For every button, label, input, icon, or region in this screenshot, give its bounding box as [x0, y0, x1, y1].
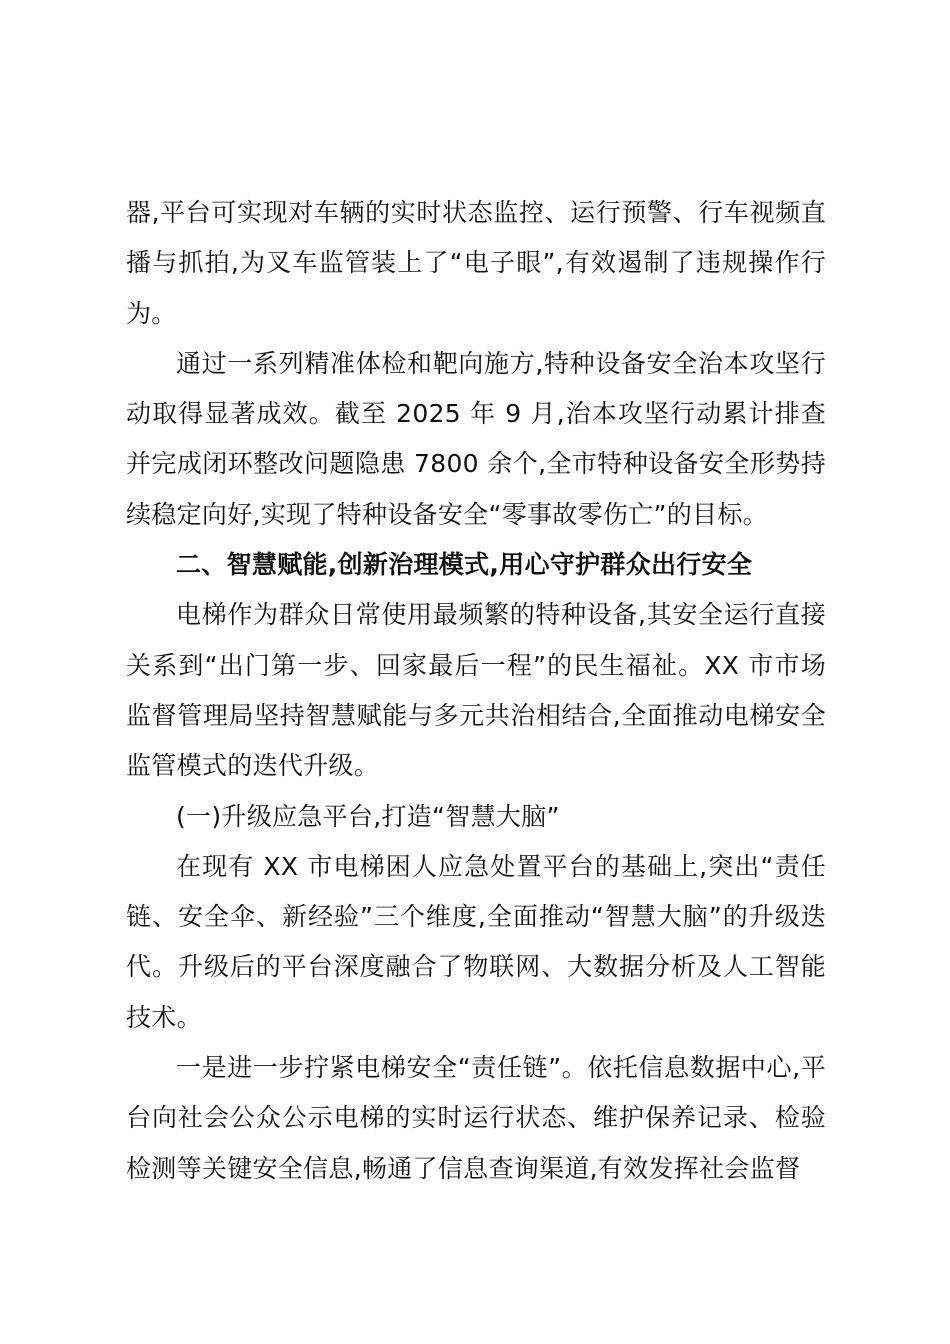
- paragraph-results: 通过一系列精准体检和靶向施方,特种设备安全治本攻坚行动取得显著成效。截至 2025 年 9 月,治本攻坚行动累计排查并完成闭环整改问题隐患 7800 余个,全市特种设备安全形势持续稳定向好,实现了特种设备安全“零事故零伤亡”的目标。: [126, 348, 826, 529]
- document-body: [126, 188, 826, 1194]
- paragraph-elevator-intro: 电梯作为群众日常使用最频繁的特种设备,其安全运行直接关系到“出门第一步、回家最后一程”的民生福祉。XX 市市场监督管理局坚持智慧赋能与多元共治相结合,全面推动电梯安全监管模式的迭代升级。: [126, 600, 826, 781]
- section-heading-2: 二、智慧赋能,创新治理模式,用心守护群众出行安全: [176, 550, 753, 580]
- paragraph-platform-upgrade: 在现有 XX 市电梯困人应急处置平台的基础上,突出“责任链、安全伞、新经验”三个维度,全面推动“智慧大脑”的升级迭代。升级后的平台深度融合了物联网、大数据分析及人工智能技术。: [126, 851, 826, 1032]
- paragraph-responsibility-chain: 一是进一步拧紧电梯安全“责任链”。依托信息数据中心,平台向社会公众公示电梯的实时运行状态、维护保养记录、检验检测等关键安全信息,畅通了信息查询渠道,有效发挥社会监督: [126, 1053, 826, 1183]
- subsection-heading-1: (一)升级应急平台,打造“智慧大脑”: [176, 801, 560, 831]
- paragraph-continued: 器,平台可实现对车辆的实时状态监控、运行预警、行车视频直播与抓拍,为叉车监管装上了“电子眼”,有效遏制了违规操作行为。: [126, 198, 826, 328]
